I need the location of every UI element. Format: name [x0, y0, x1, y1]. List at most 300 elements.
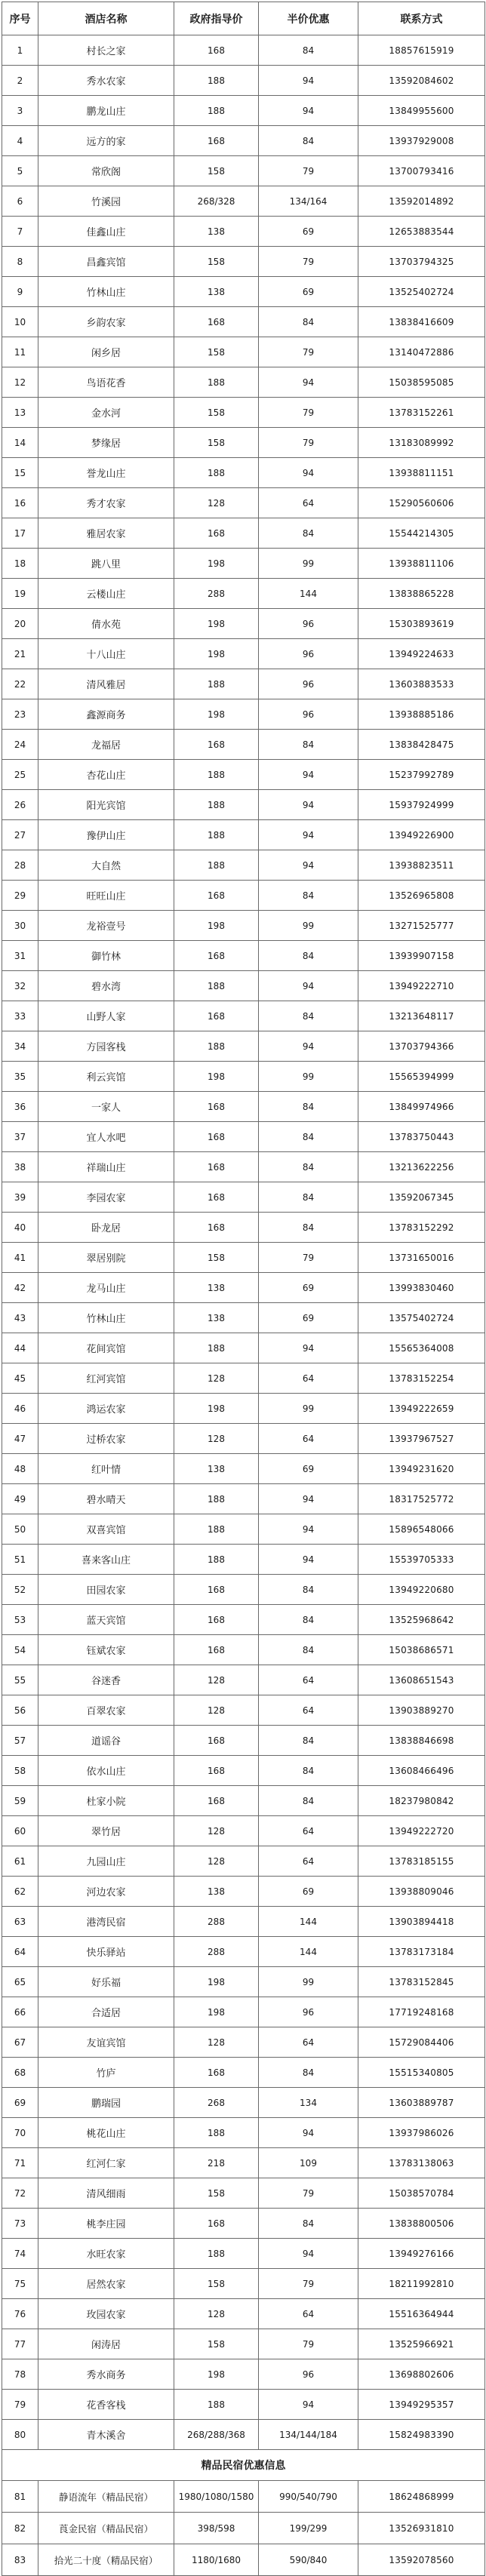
- table-row: [2, 488, 485, 518]
- hotel-name: 友谊宾馆: [38, 2027, 174, 2058]
- hotel-name: 雅居农家: [38, 518, 174, 549]
- table-row: [2, 1695, 485, 1726]
- hotel-name: 花香客栈: [38, 2390, 174, 2420]
- hotel-name: 金水河: [38, 398, 174, 428]
- table-row: [2, 1967, 485, 1997]
- half-price: 79: [259, 2178, 358, 2209]
- table-row: [2, 428, 485, 458]
- gov-price: 188: [174, 1545, 259, 1575]
- row-number: 67: [2, 2027, 38, 2058]
- gov-price: 168: [174, 1726, 259, 1756]
- hotel-name: 桃花山庄: [38, 2118, 174, 2148]
- gov-price: 188: [174, 66, 259, 96]
- price-table-sheet: [2, 2, 484, 2576]
- contact-phone: 13603883533: [358, 669, 485, 699]
- table-row: [2, 1092, 485, 1122]
- gov-price: 138: [174, 1454, 259, 1484]
- row-number: 44: [2, 1333, 38, 1363]
- table-row: [2, 126, 485, 156]
- half-price: 96: [259, 2359, 358, 2390]
- gov-price: 168: [174, 1575, 259, 1605]
- half-price: 94: [259, 96, 358, 126]
- hotel-name: 梦缘居: [38, 428, 174, 458]
- hotel-name: 方园客栈: [38, 1031, 174, 1062]
- table-row: [2, 820, 485, 850]
- contact-phone: 13849974966: [358, 1092, 485, 1122]
- gov-price: 288: [174, 1937, 259, 1967]
- hotel-name: 田园农家: [38, 1575, 174, 1605]
- half-price: 94: [259, 66, 358, 96]
- hotel-name: 蓝天宾馆: [38, 1605, 174, 1635]
- hotel-name: 宜人水吧: [38, 1122, 174, 1152]
- contact-phone: 13949222720: [358, 1816, 485, 1846]
- contact-phone: 15824983390: [358, 2420, 485, 2450]
- gov-price: 188: [174, 971, 259, 1001]
- half-price: 96: [259, 669, 358, 699]
- hotel-name: 常欣阁: [38, 156, 174, 186]
- half-price: 84: [259, 1726, 358, 1756]
- contact-phone: 13903894418: [358, 1907, 485, 1937]
- hotel-name: 闲乡居: [38, 337, 174, 367]
- table-row: [2, 1816, 485, 1846]
- gov-price: 168: [174, 1786, 259, 1816]
- hotel-name: 鑫源商务: [38, 699, 174, 730]
- row-number: 5: [2, 156, 38, 186]
- gov-price: 128: [174, 1363, 259, 1394]
- gov-price: 268/288/368: [174, 2420, 259, 2450]
- table-row: [2, 2359, 485, 2390]
- row-number: 3: [2, 96, 38, 126]
- hotel-name: 秀水农家: [38, 66, 174, 96]
- row-number: 58: [2, 1756, 38, 1786]
- half-price: 84: [259, 1092, 358, 1122]
- row-number: 66: [2, 1997, 38, 2027]
- half-price: 144: [259, 579, 358, 609]
- gov-price: 188: [174, 760, 259, 790]
- gov-price: 168: [174, 307, 259, 337]
- hotel-name: 钰斌农家: [38, 1635, 174, 1665]
- row-number: 47: [2, 1424, 38, 1454]
- table-row: [2, 247, 485, 277]
- half-price: 69: [259, 1273, 358, 1303]
- contact-phone: 13937967527: [358, 1424, 485, 1454]
- table-row: [2, 186, 485, 217]
- half-price: 84: [259, 730, 358, 760]
- table-row: [2, 458, 485, 488]
- gov-price: 288: [174, 1907, 259, 1937]
- half-price: 144: [259, 1907, 358, 1937]
- gov-price: 398/598: [174, 2513, 259, 2544]
- table-row: [2, 2390, 485, 2420]
- row-number: 33: [2, 1001, 38, 1031]
- contact-phone: 13783750443: [358, 1122, 485, 1152]
- row-number: 10: [2, 307, 38, 337]
- hotel-name: 九园山庄: [38, 1846, 174, 1877]
- table-row: [2, 669, 485, 699]
- gov-price: 168: [174, 1152, 259, 1182]
- hotel-name: 鹏龙山庄: [38, 96, 174, 126]
- hotel-name: 竹林山庄: [38, 277, 174, 307]
- row-number: 55: [2, 1665, 38, 1695]
- header-half-price: 半价优惠: [259, 2, 358, 35]
- gov-price: 168: [174, 1001, 259, 1031]
- contact-phone: 13939907158: [358, 941, 485, 971]
- gov-price: 188: [174, 2118, 259, 2148]
- contact-phone: 13592067345: [358, 1182, 485, 1213]
- contact-phone: 13592014892: [358, 186, 485, 217]
- half-price: 99: [259, 549, 358, 579]
- gov-price: 198: [174, 609, 259, 639]
- table-row: [2, 881, 485, 911]
- gov-price: 168: [174, 941, 259, 971]
- contact-phone: 13213622256: [358, 1152, 485, 1182]
- table-row: [2, 2544, 485, 2576]
- half-price: 199/299: [259, 2513, 358, 2544]
- half-price: 79: [259, 398, 358, 428]
- table-row: [2, 2027, 485, 2058]
- row-number: 13: [2, 398, 38, 428]
- row-number: 61: [2, 1846, 38, 1877]
- contact-phone: 13949295357: [358, 2390, 485, 2420]
- gov-price: 188: [174, 96, 259, 126]
- contact-phone: 15539705333: [358, 1545, 485, 1575]
- table-row: [2, 2178, 485, 2209]
- contact-phone: 13526931810: [358, 2513, 485, 2544]
- hotel-name: 誉龙山庄: [38, 458, 174, 488]
- gov-price: 168: [174, 1756, 259, 1786]
- contact-phone: 15896548066: [358, 1514, 485, 1545]
- half-price: 64: [259, 2027, 358, 2058]
- gov-price: 168: [174, 1182, 259, 1213]
- header-hotel-name: 酒店名称: [38, 2, 174, 35]
- table-row: [2, 1394, 485, 1424]
- gov-price: 138: [174, 1303, 259, 1333]
- row-number: 21: [2, 639, 38, 669]
- row-number: 53: [2, 1605, 38, 1635]
- table-row: [2, 2329, 485, 2359]
- table-row: [2, 367, 485, 398]
- table-row: [2, 2148, 485, 2178]
- contact-phone: 13526965808: [358, 881, 485, 911]
- half-price: 84: [259, 1122, 358, 1152]
- contact-phone: 13525966921: [358, 2329, 485, 2359]
- table-row: [2, 1756, 485, 1786]
- half-price: 94: [259, 2239, 358, 2269]
- hotel-name: 居然农家: [38, 2269, 174, 2299]
- contact-phone: 13849955600: [358, 96, 485, 126]
- row-number: 69: [2, 2088, 38, 2118]
- row-number: 81: [2, 2481, 38, 2513]
- half-price: 79: [259, 2329, 358, 2359]
- row-number: 59: [2, 1786, 38, 1816]
- table-row: [2, 1846, 485, 1877]
- half-price: 144: [259, 1937, 358, 1967]
- table-row: [2, 66, 485, 96]
- half-price: 79: [259, 2269, 358, 2299]
- half-price: 69: [259, 1303, 358, 1333]
- table-row: [2, 1877, 485, 1907]
- row-number: 77: [2, 2329, 38, 2359]
- half-price: 94: [259, 820, 358, 850]
- table-row: [2, 760, 485, 790]
- row-number: 40: [2, 1213, 38, 1243]
- hotel-name: 鸟语花香: [38, 367, 174, 398]
- hotel-name: 跳八里: [38, 549, 174, 579]
- row-number: 35: [2, 1062, 38, 1092]
- gov-price: 198: [174, 2359, 259, 2390]
- contact-phone: 13838846698: [358, 1726, 485, 1756]
- contact-phone: 13592084602: [358, 66, 485, 96]
- table-row: [2, 1303, 485, 1333]
- hotel-name: 清风细雨: [38, 2178, 174, 2209]
- row-number: 14: [2, 428, 38, 458]
- row-number: 4: [2, 126, 38, 156]
- gov-price: 128: [174, 1846, 259, 1877]
- hotel-name: 鹏瑞园: [38, 2088, 174, 2118]
- row-number: 80: [2, 2420, 38, 2450]
- half-price: 99: [259, 911, 358, 941]
- table-row: [2, 2481, 485, 2513]
- hotel-name: 河边农家: [38, 1877, 174, 1907]
- row-number: 48: [2, 1454, 38, 1484]
- row-number: 27: [2, 820, 38, 850]
- hotel-name: 青木溪舍: [38, 2420, 174, 2450]
- table-row: [2, 1243, 485, 1273]
- half-price: 64: [259, 1695, 358, 1726]
- contact-phone: 13703794325: [358, 247, 485, 277]
- gov-price: 188: [174, 820, 259, 850]
- gov-price: 168: [174, 2058, 259, 2088]
- row-number: 18: [2, 549, 38, 579]
- contact-phone: 13783152292: [358, 1213, 485, 1243]
- table-row: [2, 35, 485, 66]
- hotel-name: 快乐驿站: [38, 1937, 174, 1967]
- half-price: 84: [259, 126, 358, 156]
- gov-price: 188: [174, 367, 259, 398]
- contact-phone: 18237980842: [358, 1786, 485, 1816]
- row-number: 11: [2, 337, 38, 367]
- hotel-name: 港湾民宿: [38, 1907, 174, 1937]
- contact-phone: 13525968642: [358, 1605, 485, 1635]
- half-price: 96: [259, 699, 358, 730]
- table-row: [2, 941, 485, 971]
- contact-phone: 13938811106: [358, 549, 485, 579]
- row-number: 15: [2, 458, 38, 488]
- hotel-name: 远方的家: [38, 126, 174, 156]
- table-row: [2, 1907, 485, 1937]
- contact-phone: 13783138063: [358, 2148, 485, 2178]
- table-row: [2, 1937, 485, 1967]
- row-number: 71: [2, 2148, 38, 2178]
- row-number: 26: [2, 790, 38, 820]
- hotel-name: 利云宾馆: [38, 1062, 174, 1092]
- hotel-name: 静语流年（精品民宿）: [38, 2481, 174, 2513]
- table-row: [2, 2209, 485, 2239]
- half-price: 79: [259, 337, 358, 367]
- table-row: [2, 790, 485, 820]
- hotel-name: 莨金民宿（精品民宿）: [38, 2513, 174, 2544]
- half-price: 84: [259, 518, 358, 549]
- row-number: 46: [2, 1394, 38, 1424]
- hotel-name: 祥瑞山庄: [38, 1152, 174, 1182]
- half-price: 84: [259, 941, 358, 971]
- contact-phone: 13592078560: [358, 2544, 485, 2576]
- contact-phone: 13838416609: [358, 307, 485, 337]
- hotel-name: 过桥农家: [38, 1424, 174, 1454]
- row-number: 1: [2, 35, 38, 66]
- hotel-name: 佳鑫山庄: [38, 217, 174, 247]
- contact-phone: 13140472886: [358, 337, 485, 367]
- gov-price: 158: [174, 428, 259, 458]
- row-number: 83: [2, 2544, 38, 2576]
- half-price: 84: [259, 1213, 358, 1243]
- contact-phone: 15565364008: [358, 1333, 485, 1363]
- row-number: 7: [2, 217, 38, 247]
- hotel-name: 豫伊山庄: [38, 820, 174, 850]
- table-row: [2, 850, 485, 881]
- row-number: 36: [2, 1092, 38, 1122]
- contact-phone: 13949220680: [358, 1575, 485, 1605]
- contact-phone: 13700793416: [358, 156, 485, 186]
- half-price: 84: [259, 307, 358, 337]
- hotel-name: 大自然: [38, 850, 174, 881]
- table-row: [2, 1001, 485, 1031]
- contact-phone: 18211992810: [358, 2269, 485, 2299]
- row-number: 79: [2, 2390, 38, 2420]
- gov-price: 138: [174, 1877, 259, 1907]
- row-number: 78: [2, 2359, 38, 2390]
- hotel-name: 竹庐: [38, 2058, 174, 2088]
- hotel-name: 清风雅居: [38, 669, 174, 699]
- row-number: 70: [2, 2118, 38, 2148]
- half-price: 96: [259, 1997, 358, 2027]
- row-number: 30: [2, 911, 38, 941]
- header-contact: 联系方式: [358, 2, 485, 35]
- boutique-lodge-rows: [2, 2450, 485, 2576]
- hotel-name: 依水山庄: [38, 1756, 174, 1786]
- table-row: [2, 1605, 485, 1635]
- row-number: 60: [2, 1816, 38, 1846]
- contact-phone: 13603889787: [358, 2088, 485, 2118]
- hotel-name: 翠竹居: [38, 1816, 174, 1846]
- half-price: 69: [259, 217, 358, 247]
- gov-price: 188: [174, 1333, 259, 1363]
- hotel-name: 龙马山庄: [38, 1273, 174, 1303]
- row-number: 51: [2, 1545, 38, 1575]
- contact-phone: 13608651543: [358, 1665, 485, 1695]
- half-price: 79: [259, 156, 358, 186]
- gov-price: 168: [174, 518, 259, 549]
- contact-phone: 13938885186: [358, 699, 485, 730]
- gov-price: 268/328: [174, 186, 259, 217]
- table-row: [2, 277, 485, 307]
- row-number: 37: [2, 1122, 38, 1152]
- half-price: 590/840: [259, 2544, 358, 2576]
- gov-price: 268: [174, 2088, 259, 2118]
- gov-price: 128: [174, 2299, 259, 2329]
- table-row: [2, 1635, 485, 1665]
- table-row: [2, 1545, 485, 1575]
- gov-price: 188: [174, 790, 259, 820]
- row-number: 54: [2, 1635, 38, 1665]
- table-row: [2, 1182, 485, 1213]
- hotel-name: 云楼山庄: [38, 579, 174, 609]
- table-row: [2, 971, 485, 1001]
- table-row: [2, 1333, 485, 1363]
- gov-price: 158: [174, 337, 259, 367]
- half-price: 84: [259, 2058, 358, 2088]
- half-price: 84: [259, 1182, 358, 1213]
- contact-phone: 15038686571: [358, 1635, 485, 1665]
- contact-phone: 13703794366: [358, 1031, 485, 1062]
- gov-price: 198: [174, 699, 259, 730]
- hotel-name: 拾光二十度（精品民宿）: [38, 2544, 174, 2576]
- gov-price: 168: [174, 881, 259, 911]
- half-price: 134: [259, 2088, 358, 2118]
- row-number: 82: [2, 2513, 38, 2544]
- hotel-name: 谷迷香: [38, 1665, 174, 1695]
- gov-price: 158: [174, 247, 259, 277]
- hotel-name: 龙裕壹号: [38, 911, 174, 941]
- half-price: 84: [259, 2209, 358, 2239]
- half-price: 96: [259, 609, 358, 639]
- table-row: [2, 639, 485, 669]
- half-price: 84: [259, 881, 358, 911]
- hotel-name: 李园农家: [38, 1182, 174, 1213]
- gov-price: 168: [174, 2209, 259, 2239]
- contact-phone: 13213648117: [358, 1001, 485, 1031]
- half-price: 84: [259, 1575, 358, 1605]
- row-number: 23: [2, 699, 38, 730]
- table-row: [2, 518, 485, 549]
- half-price: 64: [259, 1363, 358, 1394]
- contact-phone: 13993830460: [358, 1273, 485, 1303]
- table-row: [2, 1424, 485, 1454]
- contact-phone: 13949224633: [358, 639, 485, 669]
- gov-price: 138: [174, 217, 259, 247]
- header-gov-price: 政府指导价: [174, 2, 259, 35]
- row-number: 64: [2, 1937, 38, 1967]
- row-number: 68: [2, 2058, 38, 2088]
- half-price: 94: [259, 760, 358, 790]
- half-price: 64: [259, 1846, 358, 1877]
- table-header-row: [2, 2, 485, 35]
- contact-phone: 15038570784: [358, 2178, 485, 2209]
- half-price: 99: [259, 1967, 358, 1997]
- row-number: 2: [2, 66, 38, 96]
- row-number: 24: [2, 730, 38, 760]
- table-row: [2, 217, 485, 247]
- gov-price: 128: [174, 1424, 259, 1454]
- row-number: 62: [2, 1877, 38, 1907]
- table-row: [2, 2058, 485, 2088]
- hotel-name: 御竹林: [38, 941, 174, 971]
- table-row: [2, 579, 485, 609]
- table-row: [2, 398, 485, 428]
- half-price: 990/540/790: [259, 2481, 358, 2513]
- row-number: 16: [2, 488, 38, 518]
- hotel-name: 翠居别院: [38, 1243, 174, 1273]
- contact-phone: 18857615919: [358, 35, 485, 66]
- table-row: [2, 1575, 485, 1605]
- table-row: [2, 2239, 485, 2269]
- hotel-name: 卧龙居: [38, 1213, 174, 1243]
- table-row: [2, 2269, 485, 2299]
- gov-price: 1980/1080/1580: [174, 2481, 259, 2513]
- contact-phone: 13949222659: [358, 1394, 485, 1424]
- row-number: 52: [2, 1575, 38, 1605]
- contact-phone: 13783152845: [358, 1967, 485, 1997]
